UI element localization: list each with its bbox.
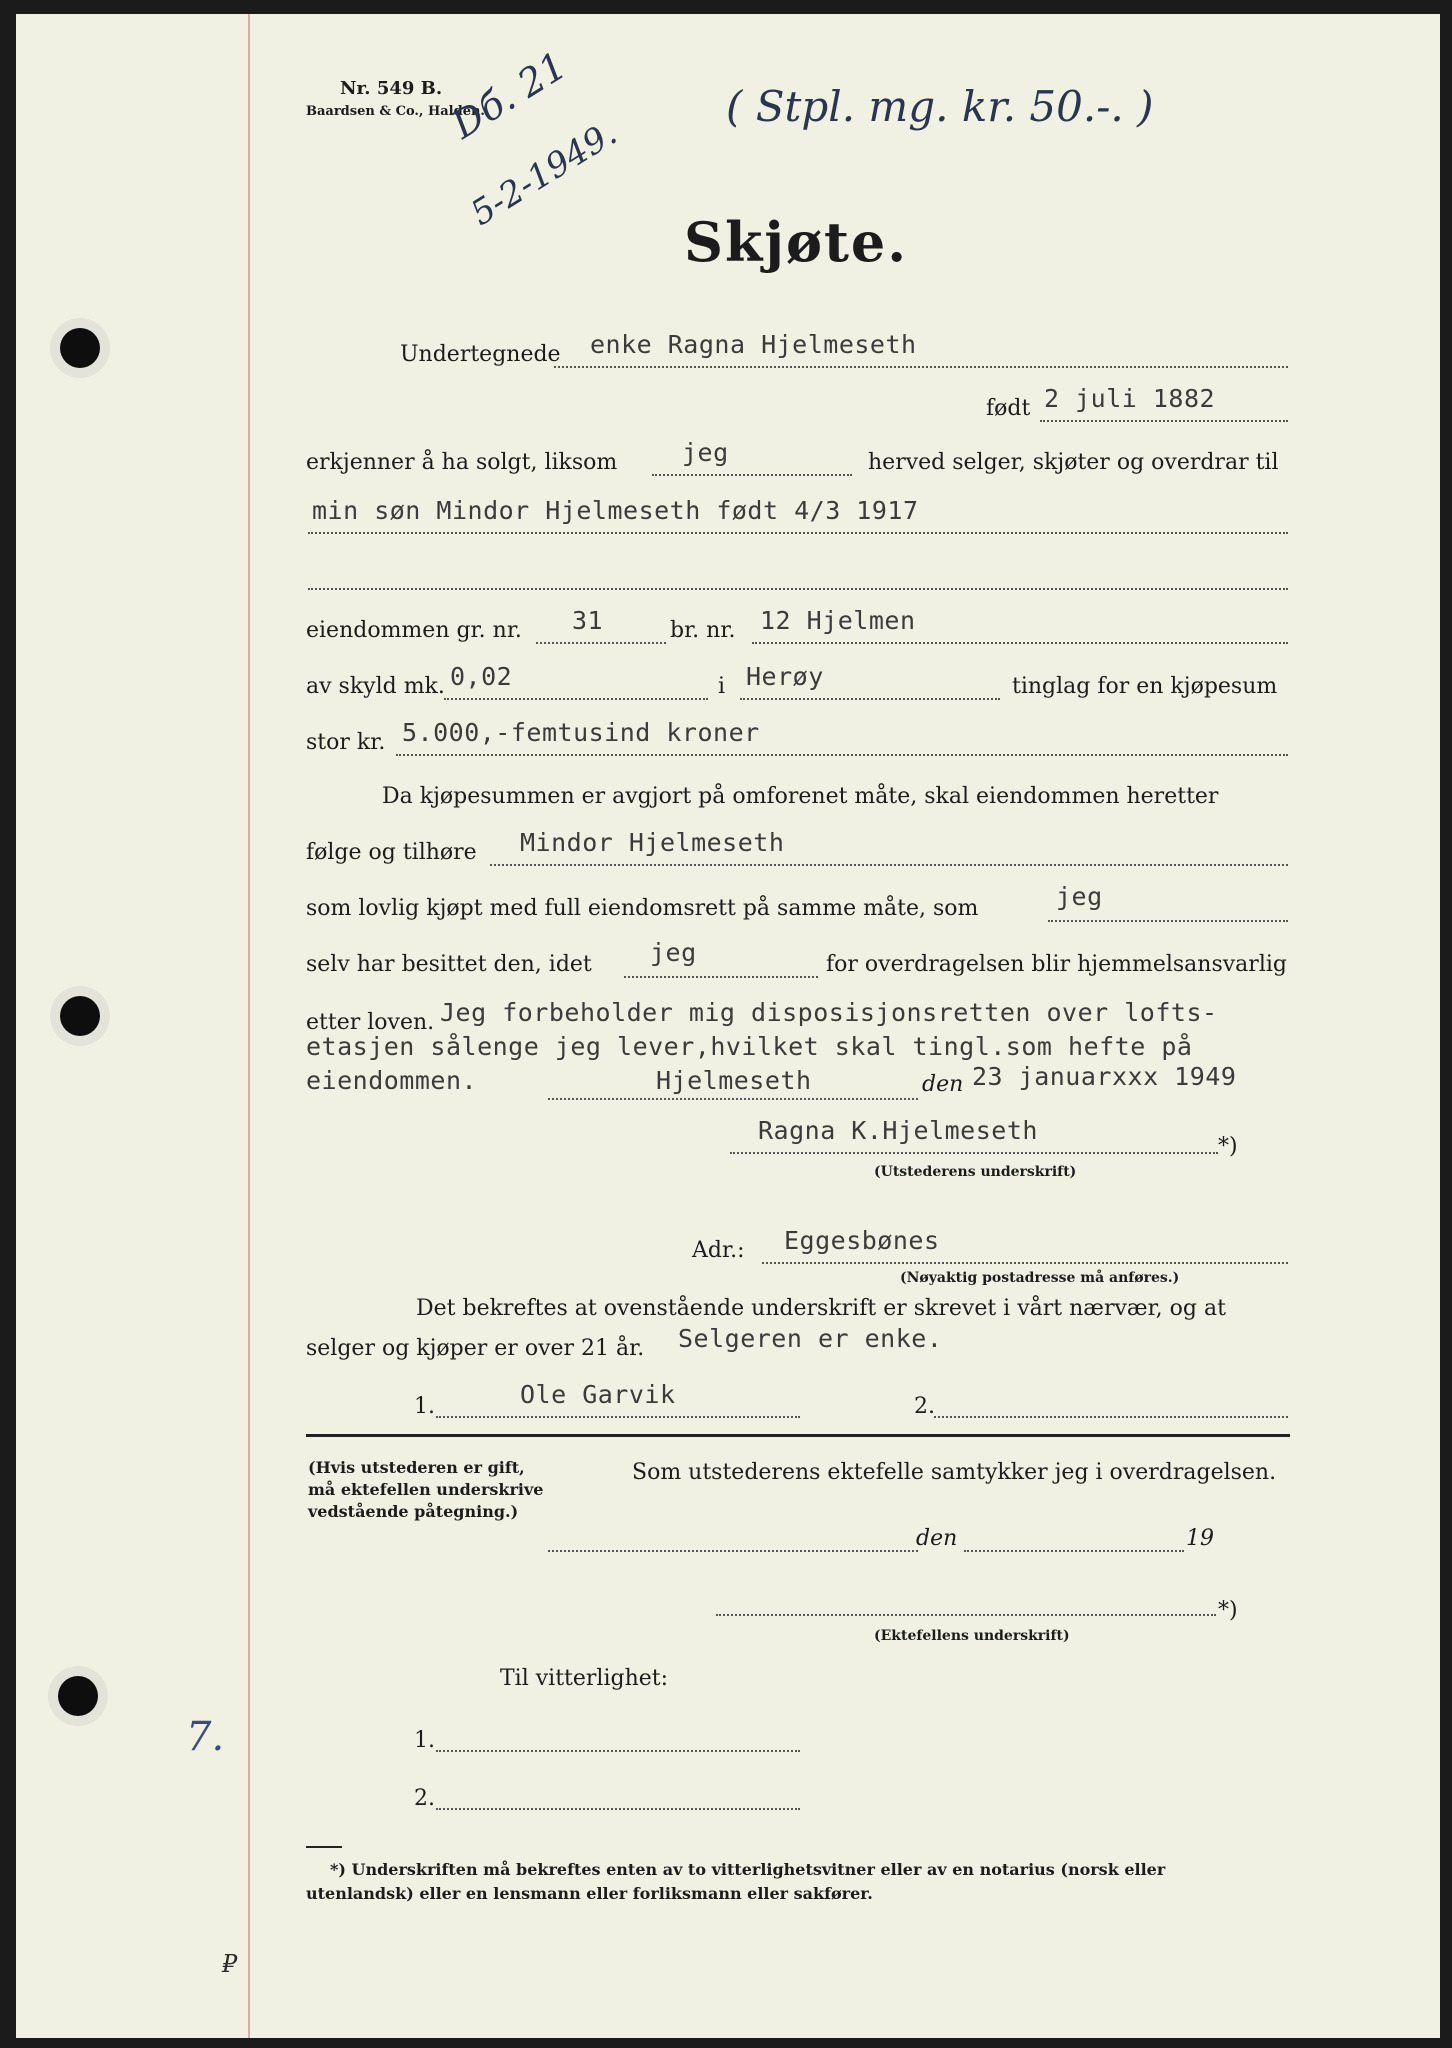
date-value: 23 januarxxx 1949 xyxy=(972,1062,1237,1091)
spouse-date-line xyxy=(964,1550,1184,1552)
punch-hole-top xyxy=(60,328,100,368)
den-label: den xyxy=(922,1072,964,1097)
typed-clause-2: etasjen sålenge jeg lever,hvilket skal tingl.som hefte på xyxy=(306,1032,1193,1061)
footnote-rule xyxy=(306,1846,342,1848)
br-nr-label: br. nr. xyxy=(670,618,736,643)
spouse-note-3: vedstående påtegning.) xyxy=(308,1502,519,1521)
fodt-line xyxy=(1040,420,1288,422)
paragraph-line-1: Da kjøpesummen er avgjort på omforenet måte, skal eiendommen heretter xyxy=(382,784,1219,809)
address-value: Eggesbønes xyxy=(784,1226,940,1255)
buyer-line-1 xyxy=(308,532,1288,534)
vitterlighet-2-label: 2. xyxy=(414,1786,435,1811)
tinglag-label: tinglag for en kjøpesum xyxy=(1012,674,1278,699)
tinglag-value: Herøy xyxy=(746,662,824,691)
undertegnede-value: enke Ragna Hjelmeseth xyxy=(590,330,917,359)
spouse-place-line xyxy=(548,1550,918,1552)
vitterlighet-2-line xyxy=(436,1808,800,1810)
confirmation-line-1: Det bekreftes at ovenstående underskrift er skrevet i vårt nærvær, og at xyxy=(416,1296,1226,1321)
br-nr-value: 12 Hjelmen xyxy=(760,606,916,635)
footnote-line-1: *) Underskriften må bekreftes enten av to vitterlighetsvitner eller av en notarius (norsk eller xyxy=(330,1860,1166,1879)
liksom-line xyxy=(652,474,852,476)
handwritten-reference: Dб. 21 xyxy=(444,43,575,148)
witness-1-value: Ole Garvik xyxy=(520,1380,676,1409)
spouse-signature-line xyxy=(716,1614,1216,1616)
folge-line xyxy=(490,864,1288,866)
confirmation-typed: Selgeren er enke. xyxy=(678,1324,943,1353)
lovlig-label: som lovlig kjøpt med full eiendomsrett på samme måte, som xyxy=(306,896,979,921)
vitterlighet-1-line xyxy=(436,1750,800,1752)
document-title: Skjøte. xyxy=(684,210,909,274)
typed-clause-1: Jeg forbeholder mig disposisjonsretten over lofts- xyxy=(440,998,1218,1027)
undertegnede-line xyxy=(554,366,1288,368)
witness-2-label: 2. xyxy=(914,1394,935,1419)
stor-line xyxy=(396,754,1288,756)
folge-label: følge og tilhøre xyxy=(306,840,477,865)
eiendommen-label: eiendommen gr. nr. xyxy=(306,618,522,643)
signature-caption: (Utstederens underskrift) xyxy=(874,1164,1077,1180)
footnote-line-2: utenlandsk) eller en lensmann eller forliksmann eller sakfører. xyxy=(306,1884,873,1903)
spouse-note-1: (Hvis utstederen er gift, xyxy=(308,1458,525,1477)
tinglag-line xyxy=(740,698,1000,700)
spouse-den-label: den xyxy=(916,1526,958,1551)
buyer-value: min søn Mindor Hjelmeseth født 4/3 1917 xyxy=(312,496,919,525)
folge-value: Mindor Hjelmeseth xyxy=(520,828,785,857)
confirmation-line-2: selger og kjøper er over 21 år. xyxy=(306,1336,645,1361)
skyld-line xyxy=(444,698,708,700)
liksom-value: jeg xyxy=(682,438,729,467)
form-number: Nr. 549 B. xyxy=(340,78,443,99)
besittet-value: jeg xyxy=(650,938,697,967)
erkjenner-label: erkjenner å ha solgt, liksom xyxy=(306,450,618,475)
margin-mark-bottom: ₽ xyxy=(222,1950,238,1978)
stor-label: stor kr. xyxy=(306,730,386,755)
document-page xyxy=(16,14,1440,2038)
gr-nr-value: 31 xyxy=(572,606,604,635)
herved-label: herved selger, skjøter og overdrar til xyxy=(868,450,1279,475)
spouse-consent: Som utstederens ektefelle samtykker jeg i overdragelsen. xyxy=(632,1460,1277,1485)
fodt-value: 2 juli 1882 xyxy=(1044,384,1216,413)
besittet-label: selv har besittet den, idet xyxy=(306,952,592,977)
printer-name: Baardsen & Co., Halden. xyxy=(306,104,485,119)
margin-mark-7: 7. xyxy=(186,1714,225,1760)
address-caption: (Nøyaktig postadresse må anføres.) xyxy=(900,1270,1180,1286)
witness-2-line xyxy=(934,1416,1288,1418)
address-label: Adr.: xyxy=(692,1238,745,1263)
witnesses-title: Til vitterlighet: xyxy=(500,1666,669,1691)
br-nr-line xyxy=(752,642,1288,644)
section-divider xyxy=(306,1434,1290,1437)
place-value: Hjelmeseth xyxy=(656,1066,812,1095)
witness-1-label: 1. xyxy=(414,1394,435,1419)
signature-line xyxy=(730,1152,1218,1154)
issuer-signature: Ragna K.Hjelmeseth xyxy=(758,1116,1038,1145)
spouse-year-label: 19 xyxy=(1186,1526,1214,1551)
handwritten-date: 5-2-1949. xyxy=(464,113,624,234)
lovlig-value: jeg xyxy=(1056,882,1103,911)
witness-1-line xyxy=(436,1416,800,1418)
address-line xyxy=(762,1262,1288,1264)
undertegnede-label: Undertegnede xyxy=(400,342,561,367)
punch-hole-bottom xyxy=(58,1676,98,1716)
handwritten-stamp-duty: ( Stpl. mg. kr. 50.-. ) xyxy=(726,82,1154,131)
stor-value: 5.000,-femtusind kroner xyxy=(402,718,760,747)
fodt-label: født xyxy=(986,396,1031,421)
margin-rule xyxy=(248,14,250,2038)
besittet-line xyxy=(624,976,818,978)
place-line xyxy=(548,1098,918,1100)
skyld-value: 0,02 xyxy=(450,662,513,691)
signature-mark: *) xyxy=(1218,1134,1238,1159)
besittet-end: for overdragelsen blir hjemmelsansvarlig xyxy=(826,952,1287,977)
spouse-signature-caption: (Ektefellens underskrift) xyxy=(874,1628,1070,1644)
buyer-line-2 xyxy=(308,588,1288,590)
i-label: i xyxy=(718,674,726,699)
punch-hole-middle xyxy=(60,996,100,1036)
gr-nr-line xyxy=(536,642,666,644)
etter-loven-label: etter loven. xyxy=(306,1010,435,1035)
vitterlighet-1-label: 1. xyxy=(414,1728,435,1753)
spouse-note-2: må ektefellen underskrive xyxy=(308,1480,544,1499)
lovlig-line xyxy=(1048,920,1288,922)
typed-clause-3: eiendommen. xyxy=(306,1066,478,1095)
skyld-label: av skyld mk. xyxy=(306,674,445,699)
spouse-signature-mark: *) xyxy=(1218,1598,1238,1623)
